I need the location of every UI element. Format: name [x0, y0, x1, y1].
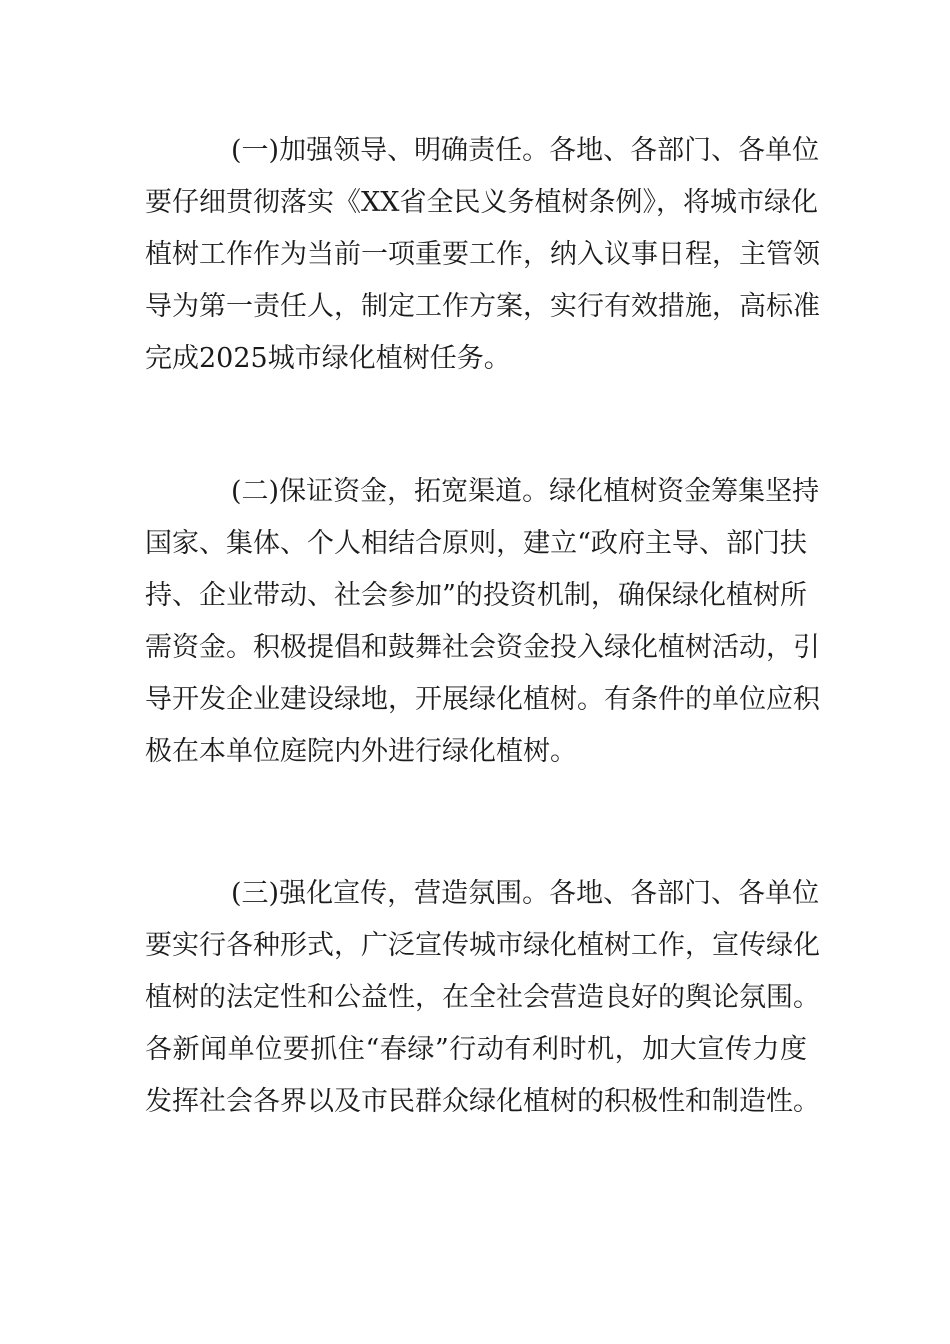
paragraph-line: 植树工作作为当前一项重要工作，纳入议事日程，主管领 — [145, 239, 820, 270]
paragraph-strengthen-leadership — [145, 125, 820, 385]
paragraph-line: 导开发企业建设绿地，开展绿化植树。有条件的单位应积 — [145, 684, 820, 715]
paragraph-line: 导为第一责任人，制定工作方案，实行有效措施，高标准 — [145, 291, 820, 322]
paragraph-line: 发挥社会各界以及市民群众绿化植树的积极性和制造性。 — [145, 1086, 820, 1117]
paragraph-strengthen-publicity — [145, 868, 820, 1128]
paragraph-ensure-funding — [145, 466, 820, 778]
paragraph-line: 完成2025城市绿化植树任务。 — [145, 343, 511, 374]
paragraph-line: 持、企业带动、社会参加”的投资机制，确保绿化植树所 — [145, 580, 807, 611]
paragraph-line: 各新闻单位要抓住“春绿”行动有利时机，加大宣传力度 — [145, 1034, 807, 1065]
paragraph-line: (一)加强领导、明确责任。各地、各部门、各单位 — [231, 135, 820, 166]
paragraph-line: (二)保证资金，拓宽渠道。绿化植树资金筹集坚持 — [231, 476, 820, 507]
paragraph-line: 要仔细贯彻落实《XX省全民义务植树条例》，将城市绿化 — [145, 187, 818, 218]
paragraph-line: (三)强化宣传，营造氛围。各地、各部门、各单位 — [231, 878, 820, 909]
paragraph-line: 要实行各种形式，广泛宣传城市绿化植树工作，宣传绿化 — [145, 930, 820, 961]
paragraph-line: 国家、集体、个人相结合原则，建立“政府主导、部门扶 — [145, 528, 807, 559]
paragraph-line: 极在本单位庭院内外进行绿化植树。 — [145, 736, 577, 767]
paragraph-line: 需资金。积极提倡和鼓舞社会资金投入绿化植树活动，引 — [145, 632, 820, 663]
paragraph-line: 植树的法定性和公益性，在全社会营造良好的舆论氛围。 — [145, 982, 820, 1013]
